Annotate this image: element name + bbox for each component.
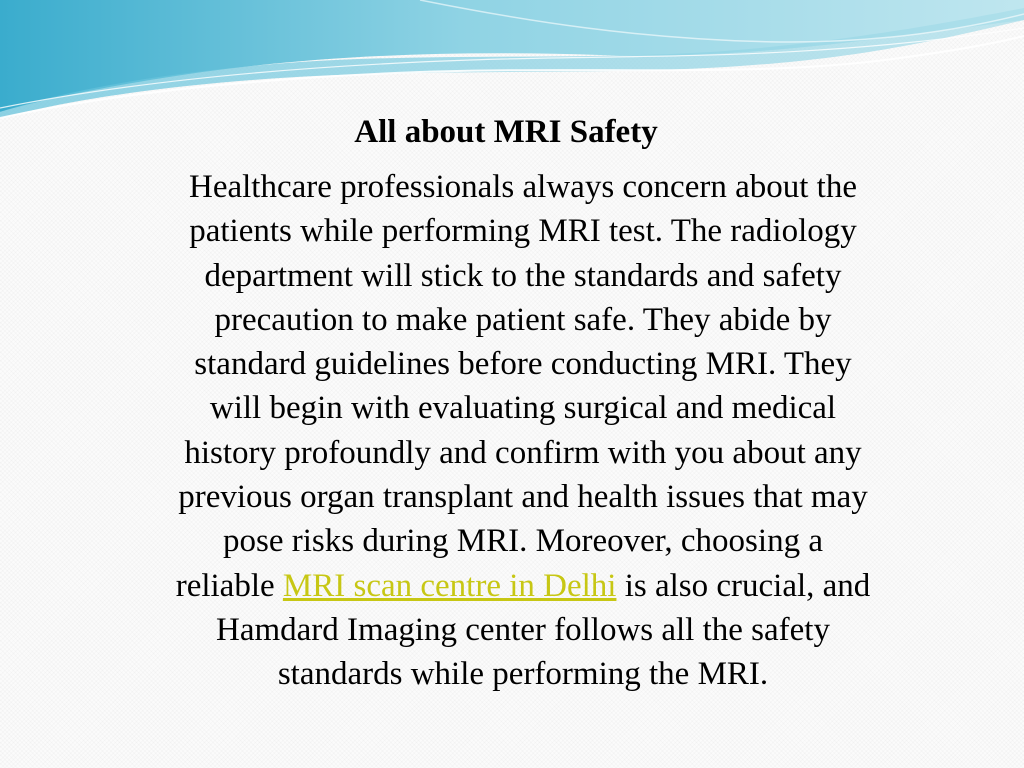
body-line: pose risks during MRI. Moreover, choosing a [223,523,823,560]
body-line: standards while performing the MRI. [277,656,769,693]
link-line-suffix: is also crucial, and [616,567,871,604]
body-line: Hamdard Imaging center follows all the safety [216,611,830,648]
body-line: will begin with evaluating surgical and medical [209,390,837,427]
slide-title: All about MRI Safety [354,114,658,150]
body-line: precaution to make patient safe. They abide by [214,301,832,338]
body-line: Healthcare professionals always concern about the [189,169,857,205]
header-wave-decoration [0,0,1024,130]
body-line: patients while performing MRI test. The radiology [189,213,857,250]
mri-scan-centre-link[interactable]: MRI scan centre in Delhi [282,567,617,604]
body-line: previous organ transplant and health issues that may [178,479,868,516]
body-line: standard guidelines before conducting MRI. They [194,346,852,383]
body-line: department will stick to the standards and safety [204,257,842,294]
link-line-prefix: reliable [175,567,283,604]
body-line-with-link [98,564,948,608]
slide-body [98,165,948,697]
body-line: history profoundly and confirm with you about any [184,434,862,471]
